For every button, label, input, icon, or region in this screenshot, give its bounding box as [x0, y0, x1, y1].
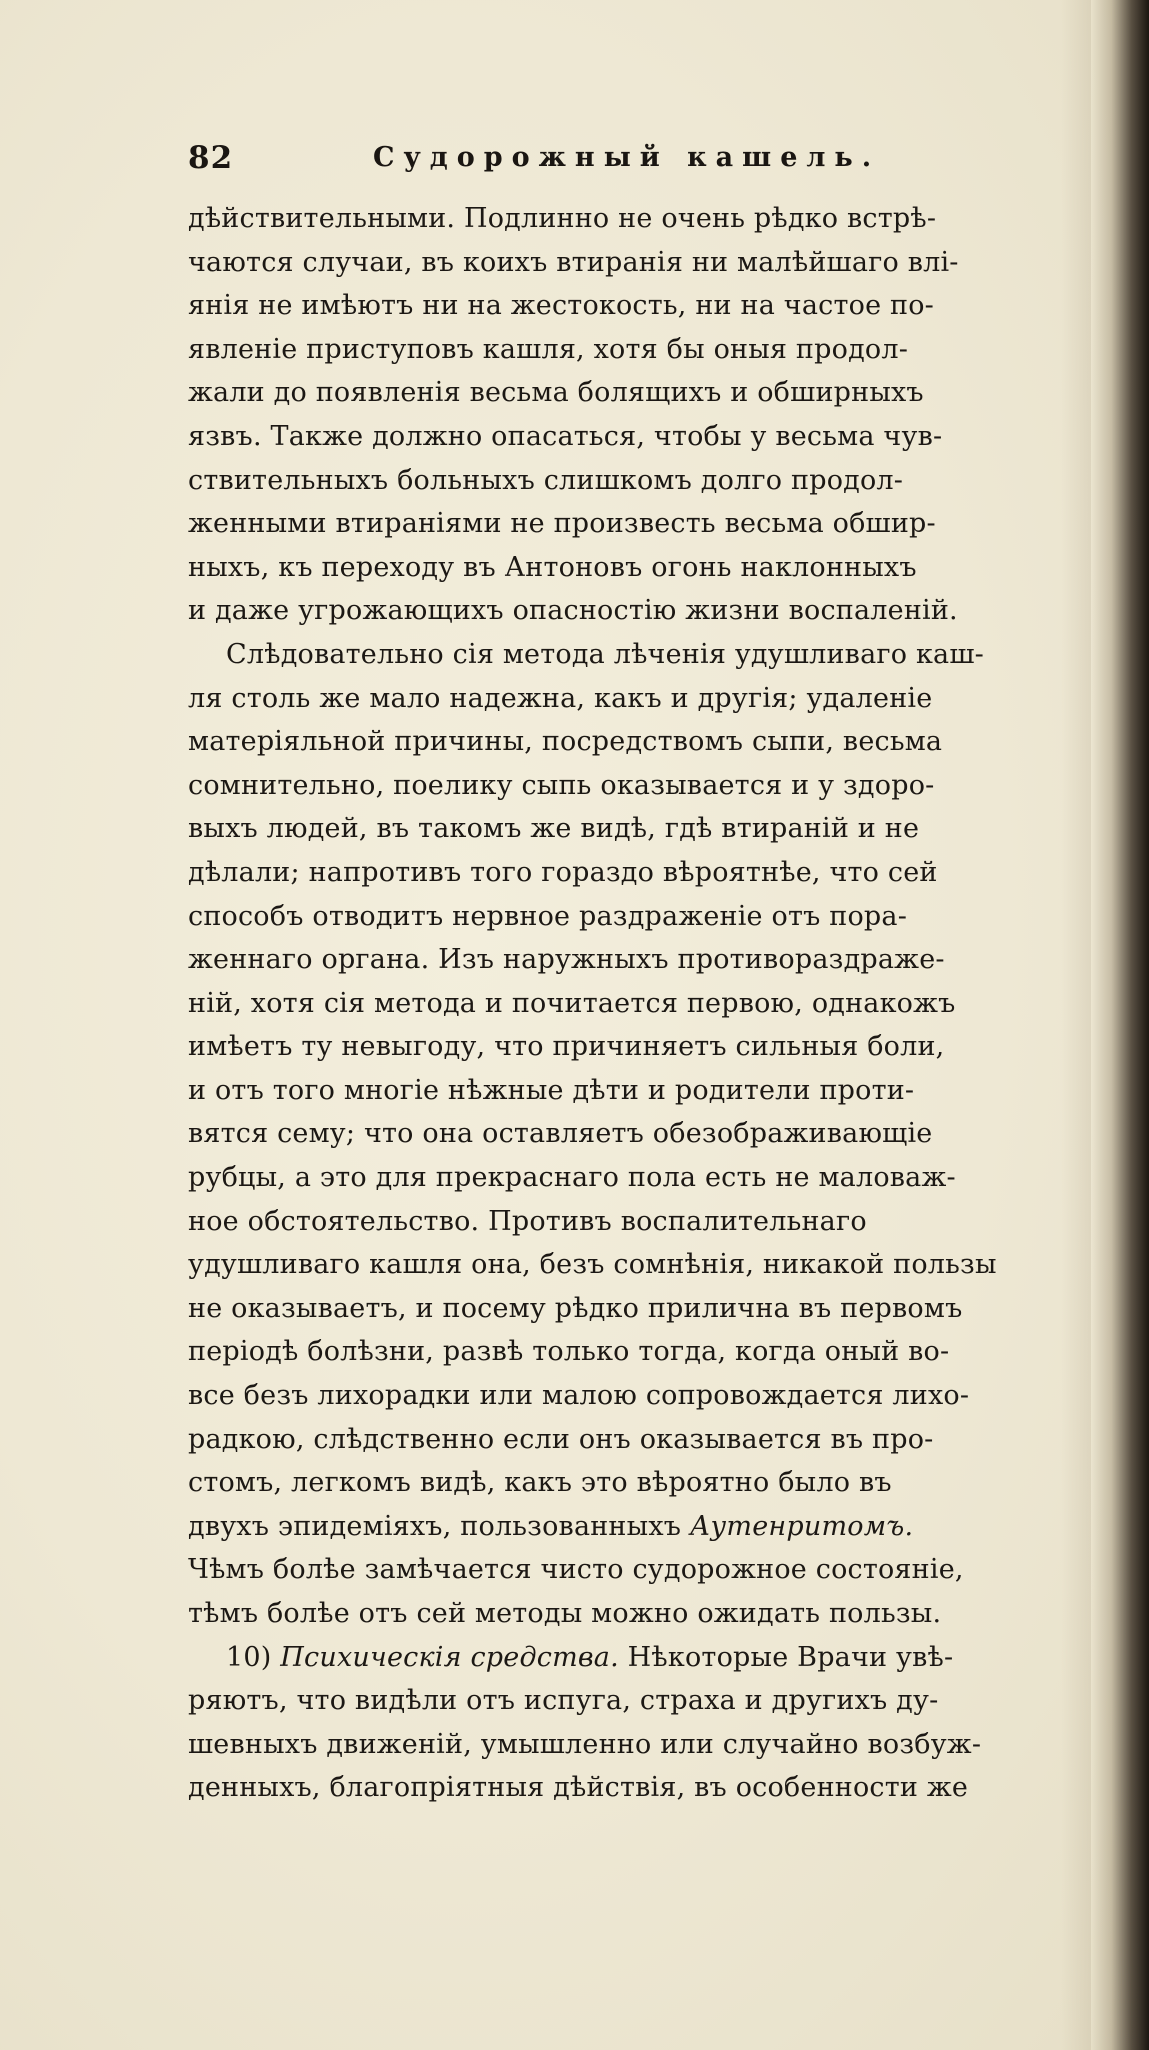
text-line: язвъ. Также должно опасаться, чтобы у весьма чув-: [188, 420, 943, 452]
italic-text: Психическія средства.: [280, 1641, 619, 1673]
text-line: все безъ лихорадки или малою сопровождается лихо-: [188, 1380, 970, 1412]
text-line: ля столь же мало надежна, какъ и другія; удаленіе: [188, 682, 933, 714]
text-line: Чѣмъ болѣе замѣчается чисто судорожное состояніе,: [188, 1554, 964, 1586]
text-line: радкою, слѣдственно если онъ оказывается въ про-: [188, 1423, 934, 1455]
text-line: чаются случаи, въ коихъ втиранія ни малѣйшаго влі-: [188, 246, 959, 278]
text-line: ныхъ, къ переходу въ Антоновъ огонь наклонныхъ: [188, 551, 917, 583]
text-line: дѣйствительными. Подлинно не очень рѣдко встрѣ-: [188, 203, 937, 234]
text-line: денныхъ, благопріятныя дѣйствія, въ особенности же: [188, 1772, 969, 1804]
text-line: рубцы, а это для прекраснаго пола есть не маловаж-: [188, 1162, 956, 1194]
text-line: періодѣ болѣзни, развѣ только тогда, когда оный во-: [188, 1336, 950, 1368]
page-number: 82: [188, 140, 234, 176]
text-line: Слѣдовательно сія метода лѣченія удушливаго каш-: [226, 638, 984, 670]
text-line: тѣмъ болѣе отъ сей методы можно ожидать пользы.: [188, 1598, 942, 1629]
text-line: явленіе приступовъ кашля, хотя бы оныя продол-: [188, 333, 909, 365]
text-line: и даже угрожающихъ опасностію жизни воспаленій.: [188, 595, 958, 627]
text-line: двухъ эпидеміяхъ, пользованныхъ Аутенритомъ.: [188, 1510, 914, 1542]
text-line: вятся сему; что она оставляетъ обезображивающіе: [188, 1118, 933, 1150]
text-line: не оказываетъ, и посему рѣдко прилична въ первомъ: [188, 1292, 963, 1324]
text-line: способъ отводитъ нервное раздраженіе отъ пора-: [188, 900, 908, 932]
text-line: женными втираніями не произвесть весьма обшир-: [188, 508, 936, 540]
text-line: 10) Психическія средства. Нѣкоторые Врачи увѣ-: [226, 1641, 954, 1673]
text-line: сомнительно, поелику сыпь оказывается и у здоро-: [188, 769, 935, 801]
text-line: ное обстоятельство. Противъ воспалительнаго: [188, 1205, 867, 1237]
text-line: жали до появленія весьма болящихъ и обширныхъ: [188, 377, 924, 409]
text-line: выхъ людей, въ такомъ же видѣ, гдѣ втираній и не: [188, 813, 920, 845]
text-line: женнаго органа. Изъ наружныхъ противораздраже-: [188, 944, 945, 976]
text-line: удушливаго кашля она, безъ сомнѣнія, никакой пользы: [188, 1249, 997, 1281]
body-text: [188, 197, 1078, 1810]
running-head: Судорожный кашель.: [373, 142, 881, 173]
text-line: янія не имѣютъ ни на жестокость, ни на частое по-: [188, 290, 934, 322]
text-line: и отъ того многіе нѣжные дѣти и родители проти-: [188, 1074, 915, 1106]
text-line: ствительныхъ больныхъ слишкомъ долго продол-: [188, 464, 904, 496]
italic-text: Аутенритомъ.: [689, 1510, 914, 1542]
page-header: [188, 140, 881, 180]
text-line: шевныхъ движеній, умышленно или случайно возбуж-: [188, 1728, 982, 1760]
book-binding-edge: [1091, 0, 1149, 2050]
text-line: ній, хотя сія метода и почитается первою, однакожъ: [188, 987, 956, 1019]
text-line: имѣетъ ту невыгоду, что причиняетъ сильныя боли,: [188, 1031, 945, 1063]
text-line: стомъ, легкомъ видѣ, какъ это вѣроятно было въ: [188, 1467, 892, 1499]
text-line: матеріяльной причины, посредствомъ сыпи, весьма: [188, 726, 943, 758]
text-line: ряютъ, что видѣли отъ испуга, страха и другихъ ду-: [188, 1685, 939, 1717]
text-line: дѣлали; напротивъ того гораздо вѣроятнѣе, что сей: [188, 856, 938, 888]
